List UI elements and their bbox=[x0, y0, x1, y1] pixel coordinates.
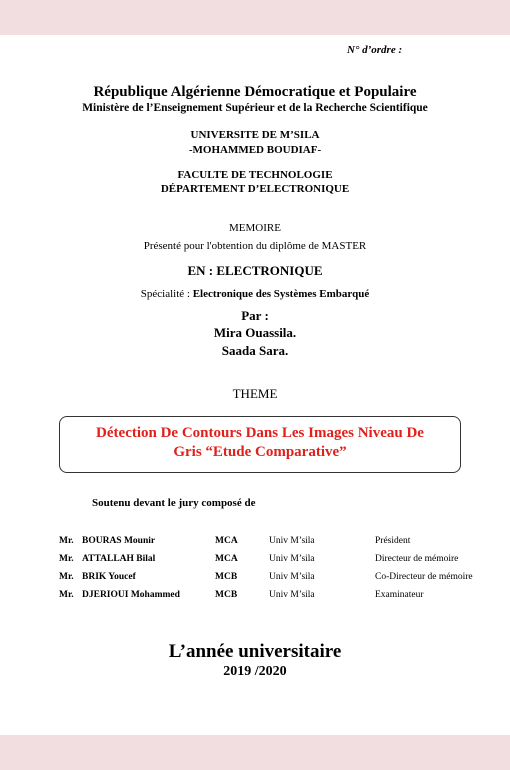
academic-years: 2019 /2020 bbox=[223, 664, 287, 679]
jury-name: DJERIOUI Mohammed bbox=[82, 590, 180, 600]
jury-row bbox=[0, 572, 510, 590]
jury-row bbox=[0, 554, 510, 572]
author-2: Saada Sara. bbox=[221, 343, 289, 358]
jury-row bbox=[0, 536, 510, 554]
specialty-line bbox=[0, 288, 510, 300]
jury-table bbox=[0, 536, 510, 608]
ministry-title: Ministère de l’Enseignement Supérieur et de la Recherche Scientifique bbox=[82, 102, 428, 114]
theme-label: THEME bbox=[232, 386, 278, 401]
jury-grade: MCB bbox=[215, 572, 238, 582]
jury-university: Univ M’sila bbox=[269, 554, 315, 564]
theme-title bbox=[59, 424, 461, 462]
academic-year-label: L’année universitaire bbox=[168, 641, 342, 662]
by-label: Par : bbox=[241, 308, 269, 323]
top-band bbox=[0, 0, 510, 35]
theme-title-line-2: Gris “Etude Comparative” bbox=[173, 444, 347, 460]
jury-role: Président bbox=[375, 536, 411, 546]
specialty-value: Electronique des Systèmes Embarqué bbox=[192, 288, 370, 300]
jury-grade: MCA bbox=[215, 554, 238, 564]
department-name: DÉPARTEMENT D’ELECTRONIQUE bbox=[160, 183, 350, 195]
jury-title: Mr. bbox=[59, 554, 74, 564]
faculty-name: FACULTE DE TECHNOLOGIE bbox=[177, 169, 333, 181]
jury-university: Univ M’sila bbox=[269, 590, 315, 600]
presented-for: Présenté pour l'obtention du diplôme de MASTER bbox=[143, 240, 367, 252]
jury-title: Mr. bbox=[59, 536, 74, 546]
jury-grade: MCA bbox=[215, 536, 238, 546]
author-1: Mira Ouassila. bbox=[213, 325, 297, 340]
jury-title: Mr. bbox=[59, 572, 74, 582]
field-title: EN : ELECTRONIQUE bbox=[187, 263, 323, 278]
bottom-band bbox=[0, 735, 510, 770]
order-number-label: N° d’ordre : bbox=[347, 44, 403, 56]
specialty-label: Spécialité : bbox=[140, 288, 193, 300]
theme-title-line-1: Détection De Contours Dans Les Images Niveau De bbox=[96, 425, 424, 441]
jury-role: Examinateur bbox=[375, 590, 424, 600]
jury-intro: Soutenu devant le jury composé de bbox=[92, 497, 256, 509]
jury-name: BRIK Youcef bbox=[82, 572, 136, 582]
republic-title: République Algérienne Démocratique et Populaire bbox=[93, 84, 417, 100]
jury-university: Univ M’sila bbox=[269, 572, 315, 582]
memoire-label: MEMOIRE bbox=[229, 222, 281, 234]
jury-name: ATTALLAH Bilal bbox=[82, 554, 156, 564]
jury-role: Co-Directeur de mémoire bbox=[375, 572, 473, 582]
university-subname: -MOHAMMED BOUDIAF- bbox=[188, 144, 322, 156]
university-name: UNIVERSITE DE M’SILA bbox=[190, 129, 320, 141]
jury-university: Univ M’sila bbox=[269, 536, 315, 546]
jury-grade: MCB bbox=[215, 590, 238, 600]
jury-row bbox=[0, 590, 510, 608]
jury-role: Directeur de mémoire bbox=[375, 554, 459, 564]
jury-title: Mr. bbox=[59, 590, 74, 600]
jury-name: BOURAS Mounir bbox=[82, 536, 156, 546]
